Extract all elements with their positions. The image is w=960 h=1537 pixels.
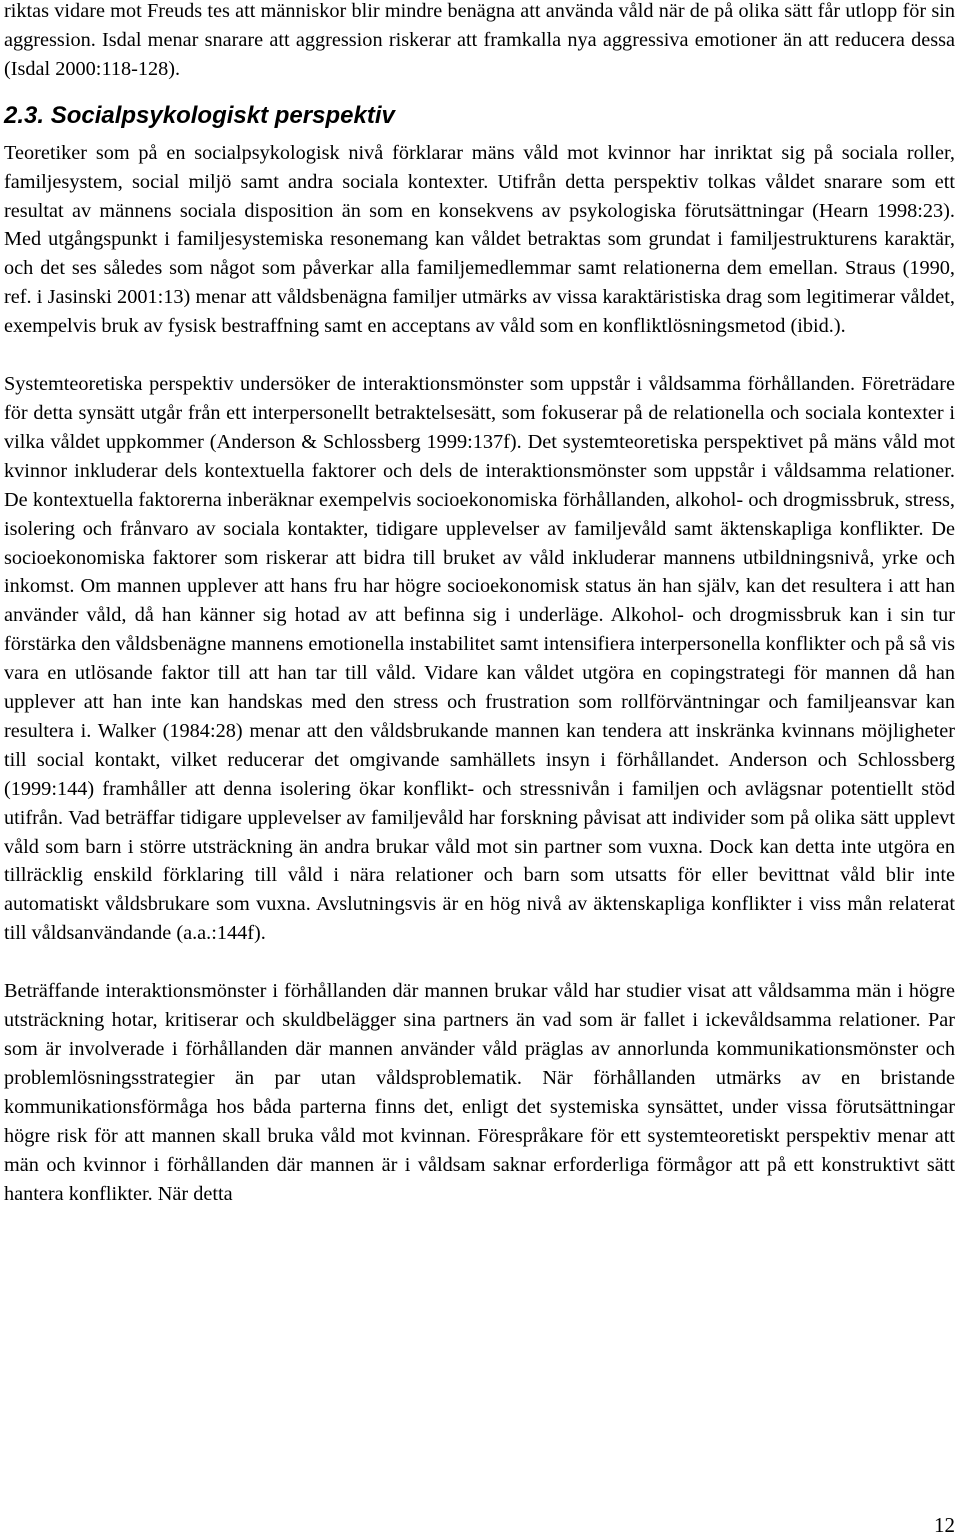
document-page: [4, 0, 955, 1208]
body-paragraph-3: Beträffande interaktionsmönster i förhållanden där mannen brukar våld har studier visat att våldsamma män i högre utsträckning hotar, kritiserar och skuldbelägger sina partners än vad som är fallet i ickevåldsamma relationer. Par som är involverade i förhållanden där mannen använder våld präglas av annorlunda kommunikationsmönster och problemlösningsstrategier än par utan våldsproblematik. När förhållanden utmärks av en bristande kommunikationsförmåga hos båda parterna finns det, enligt det systemiska synsättet, under vissa förutsättningar högre risk för att mannen skall bruka våld mot kvinnan. Förespråkare för ett systemteoretiskt perspektiv menar att män och kvinnor i förhållanden där mannen är i våldsam saknar erforderliga förmågor att på ett konstruktivt sätt hantera konflikter. När detta: [4, 980, 955, 1205]
intro-paragraph: riktas vidare mot Freuds tes att människor blir mindre benägna att använda våld när de på olika sätt får utlopp för sin aggression. Isdal menar snarare att aggression riskerar att framkalla nya aggressiva emotioner än att reducera dessa (Isdal 2000:118-128).: [4, 0, 955, 80]
body-paragraph-2: Systemteoretiska perspektiv undersöker de interaktionsmönster som uppstår i våldsamma förhållanden. Företrädare för detta synsätt utgår från ett interpersonellt betraktelsesätt, som fokuserar på de relationella och sociala kontexter i vilka våldet uppkommer (Anderson & Schlossberg 1999:137f). Det systemteoretiska perspektivet på mäns våld mot kvinnor inkluderar dels kontextuella faktorer och dels de interaktionsmönster som uppstår i våldsamma relationer. De kontextuella faktorerna inberäknar exempelvis socioekonomiska förhållanden, alkohol- och drogmissbruk, stress, isolering och frånvaro av sociala kontakter, tidigare upplevelser av familjevåld samt äktenskapliga konflikter. De socioekonomiska faktorer som riskerar att bidra till bruket av våld inkluderar mannens utbildningsnivå, yrke och inkomst. Om mannen upplever att hans fru har högre socioekonomisk status än han själv, kan det resultera i att han använder våld, då han känner sig hotad av att befinna sig i underläge. Alkohol- och drogmissbruk kan i sin tur förstärka den våldsbenägne mannens emotionella instabilitet samt intensifiera interpersonella konflikter och på så vis vara en utlösande faktor till att han tar till våld. Vidare kan våldet utgöra en copingstrategi för mannen då han upplever att han inte kan handskas med den stress och frustration som rollförväntningar och familjeansvar kan resultera i. Walker (1984:28) menar att den våldsbrukande mannen kan tendera att inskränka kvinnans möjligheter till social kontakt, vilket reducerar det omgivande samhällets insyn i förhållandet. Anderson och Schlossberg (1999:144) framhåller att denna isolering ökar konflikt- och stressnivån i familjen och avlägsnar potentiellt stöd utifrån. Vad beträffar tidigare upplevelser av familjevåld har forskning påvisat att individer som på olika sätt upplevt våld som barn i större utsträckning än andra brukar våld mot sin partner som vuxna. Dock kan detta inte utgöra en tillräcklig enskild förklaring till våld i nära relationer och barn som utsatts för eller bevittnat våld blir inte automatiskt våldsbrukare som vuxna. Avslutningsvis är en hög nivå av äktenskapliga konflikter i viss mån relaterat till våldsanvändande (a.a.:144f).: [4, 373, 955, 945]
body-paragraph-1: Teoretiker som på en socialpsykologisk nivå förklarar mäns våld mot kvinnor har inriktat sig på sociala roller, familjesystem, social miljö samt andra sociala kontexter. Utifrån detta perspektiv tolkas våldet snarare som ett resultat av männens sociala disposition än som en konsekvens av psykologiska förutsättningar (Hearn 1998:23). Med utgångspunkt i familjesystemiska resonemang kan våldet betraktas som grundat i familjestrukturens karaktär, och det ses således som något som påverkar alla familjemedlemmar samt relationerna dem emellan. Straus (1990, ref. i Jasinski 2001:13) menar att våldsbenägna familjer utmärks av vissa karaktäristiska drag som legitimerar våldet, exempelvis bruk av fysisk bestraffning samt en acceptans av våld som en konfliktlösningsmetod (ibid.).: [4, 141, 955, 338]
page-number: 12: [934, 1513, 955, 1537]
section-heading: 2.3. Socialpsykologiskt perspektiv: [4, 101, 395, 129]
